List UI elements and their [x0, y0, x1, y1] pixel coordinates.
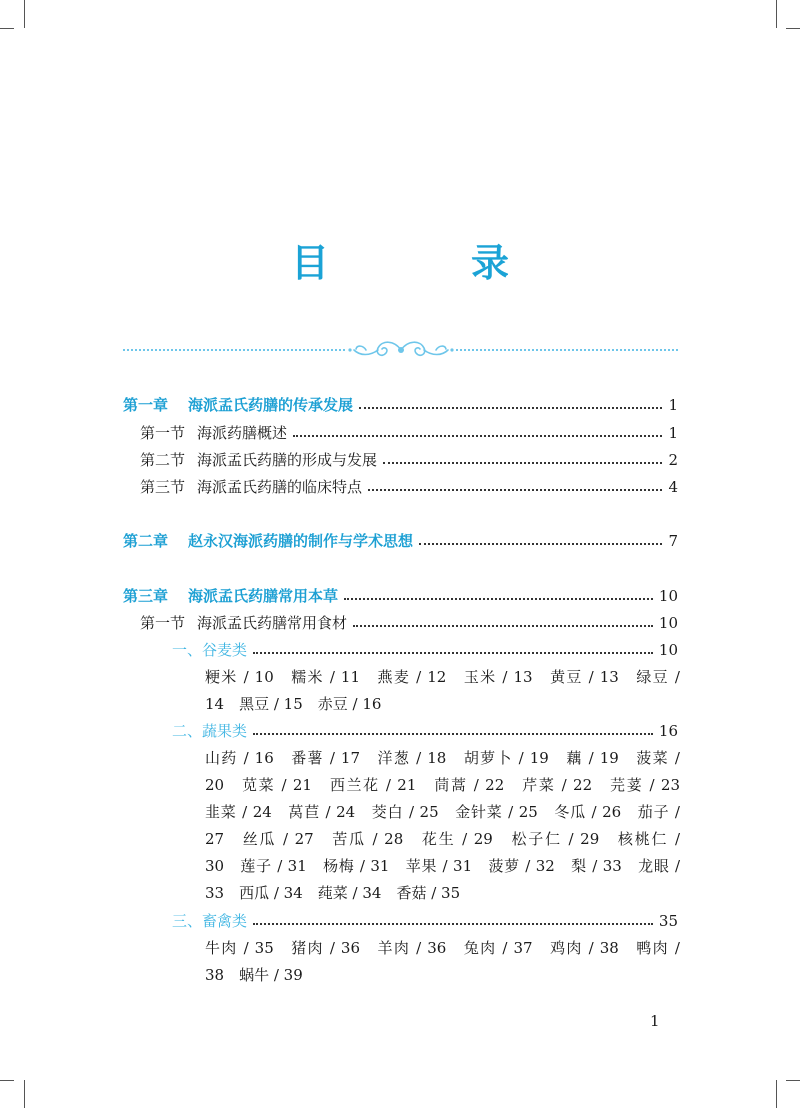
page-ref: 10 [658, 587, 678, 605]
dot-leader [353, 625, 653, 627]
chapter-title: 海派孟氏药膳常用本草 [188, 587, 339, 605]
chapter-title: 赵永汉海派药膳的制作与学术思想 [188, 532, 414, 550]
crop-mark-br-v [776, 1080, 777, 1108]
crop-mark-tl-v [24, 0, 25, 28]
crop-mark-tl-h [0, 28, 14, 29]
toc-category-grains[interactable] [172, 637, 678, 663]
item-line: 韭菜 / 24 莴苣 / 24 茭白 / 25 金针菜 / 25 冬瓜 / 26 茄子 / [205, 803, 680, 821]
section-number: 第一节 [140, 424, 186, 442]
toc-category-vegetables[interactable] [172, 718, 678, 744]
toc-section-1-1[interactable] [140, 420, 678, 446]
chapter-number: 第二章 [123, 532, 169, 550]
dot-leader [293, 435, 662, 437]
item-line: 粳米 / 10 糯米 / 11 燕麦 / 12 玉米 / 13 黄豆 / 13 绿豆 / [205, 668, 680, 686]
chapter-title: 海派孟氏药膳的传承发展 [188, 396, 354, 414]
section-title: 海派孟氏药膳常用食材 [197, 614, 348, 632]
category-title: 三、畜禽类 [172, 912, 248, 930]
page-ref: 16 [658, 722, 678, 740]
page-title: 目 录 [290, 241, 561, 285]
divider-line-left [123, 349, 345, 351]
toc-chapter-2[interactable] [123, 528, 678, 554]
section-number: 第一节 [140, 614, 186, 632]
page-ref: 1 [668, 424, 678, 442]
page-ref: 2 [668, 451, 678, 469]
dot-leader [383, 462, 662, 464]
toc-chapter-1[interactable] [123, 392, 678, 418]
grain-items [205, 664, 680, 718]
toc-section-1-3[interactable] [140, 474, 678, 500]
crop-mark-tr-h [786, 28, 800, 29]
item-line: 27 丝瓜 / 27 苦瓜 / 28 花生 / 29 松子仁 / 29 核桃仁 / [205, 830, 680, 848]
scroll-ornament-icon [346, 336, 456, 364]
section-title: 海派孟氏药膳的临床特点 [197, 478, 363, 496]
meat-items [205, 935, 680, 989]
chapter-number: 第三章 [123, 587, 169, 605]
dot-leader [344, 598, 653, 600]
item-line: 14 黑豆 / 15 赤豆 / 16 [205, 695, 382, 713]
page-ref: 1 [668, 396, 678, 414]
toc-section-1-2[interactable] [140, 447, 678, 473]
page-ref: 10 [658, 641, 678, 659]
category-title: 二、蔬果类 [172, 722, 248, 740]
dot-leader [368, 489, 662, 491]
page-ref: 7 [668, 532, 678, 550]
dot-leader [253, 733, 653, 735]
crop-mark-bl-v [24, 1080, 25, 1108]
page-ref: 10 [658, 614, 678, 632]
toc-category-meats[interactable] [172, 908, 678, 934]
item-line: 山药 / 16 番薯 / 17 洋葱 / 18 胡萝卜 / 19 藕 / 19 菠菜 / [205, 749, 680, 767]
divider-line-right [456, 349, 678, 351]
dot-leader [253, 923, 653, 925]
crop-mark-bl-h [0, 1080, 14, 1081]
page-ref: 4 [668, 478, 678, 496]
dot-leader [359, 407, 662, 409]
section-title: 海派药膳概述 [197, 424, 288, 442]
dot-leader [253, 652, 653, 654]
section-number: 第三节 [140, 478, 186, 496]
item-line: 20 苋菜 / 21 西兰花 / 21 茼蒿 / 22 芹菜 / 22 芫荽 / 23 [205, 776, 680, 794]
page-number: 1 [650, 1012, 660, 1030]
ornamental-divider [123, 336, 678, 364]
item-line: 38 蜗牛 / 39 [205, 966, 303, 984]
item-line: 牛肉 / 35 猪肉 / 36 羊肉 / 36 兔肉 / 37 鸡肉 / 38 鸭肉 / [205, 939, 680, 957]
vegetable-items [205, 745, 680, 907]
section-title: 海派孟氏药膳的形成与发展 [197, 451, 378, 469]
dot-leader [419, 543, 662, 545]
item-line: 33 西瓜 / 34 莼菜 / 34 香菇 / 35 [205, 884, 461, 902]
category-title: 一、谷麦类 [172, 641, 248, 659]
chapter-number: 第一章 [123, 396, 169, 414]
crop-mark-br-h [786, 1080, 800, 1081]
toc-section-3-1[interactable] [140, 610, 678, 636]
toc-chapter-3[interactable] [123, 583, 678, 609]
item-line: 30 莲子 / 31 杨梅 / 31 苹果 / 31 菠萝 / 32 梨 / 33 龙眼 / [205, 857, 680, 875]
page-ref: 35 [658, 912, 678, 930]
section-number: 第二节 [140, 451, 186, 469]
crop-mark-tr-v [776, 0, 777, 28]
